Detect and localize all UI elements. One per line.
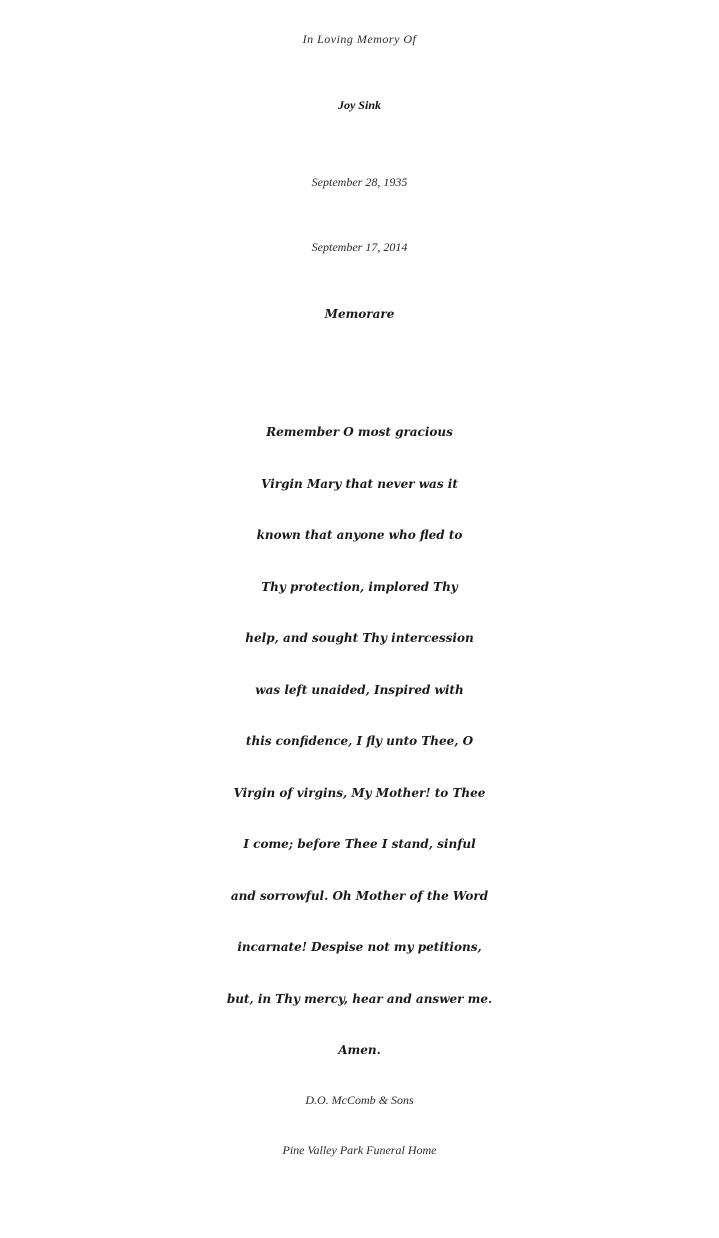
prayer-line: Virgin of virgins, My Mother! to Thee (233, 785, 486, 800)
prayer-line: known that anyone who fled to (256, 528, 463, 542)
prayer-line: help, and sought Thy intercession (245, 631, 474, 645)
prayer-title: Memorare (324, 307, 395, 321)
funeral-director: D.O. McComb & Sons (305, 1093, 414, 1107)
funeral-home: Pine Valley Park Funeral Home (282, 1143, 437, 1157)
prayer-line: incarnate! Despise not my petitions, (237, 940, 482, 954)
prayer-line: and sorrowful. Oh Mother of the Word (230, 888, 489, 903)
prayer-line: Remember O most gracious (266, 425, 453, 439)
death-date: September 17, 2014 (311, 240, 408, 254)
memorial-heading: In Loving Memory Of (302, 32, 417, 46)
prayer-text (0, 407, 719, 1077)
birth-date: September 28, 1935 (311, 175, 408, 189)
prayer-line: Thy protection, implored Thy (261, 579, 458, 594)
prayer-line: was left unaided, Inspired with (255, 682, 464, 697)
deceased-name: Joy Sink (337, 98, 381, 112)
prayer-line: this confidence, I fly unto Thee, O (245, 734, 474, 748)
prayer-line: but, in Thy mercy, hear and answer me. (226, 991, 493, 1006)
prayer-line: Amen. (338, 1043, 381, 1057)
prayer-line: I come; before Thee I stand, sinful (243, 837, 476, 851)
prayer-line: Virgin Mary that never was it (261, 476, 458, 491)
